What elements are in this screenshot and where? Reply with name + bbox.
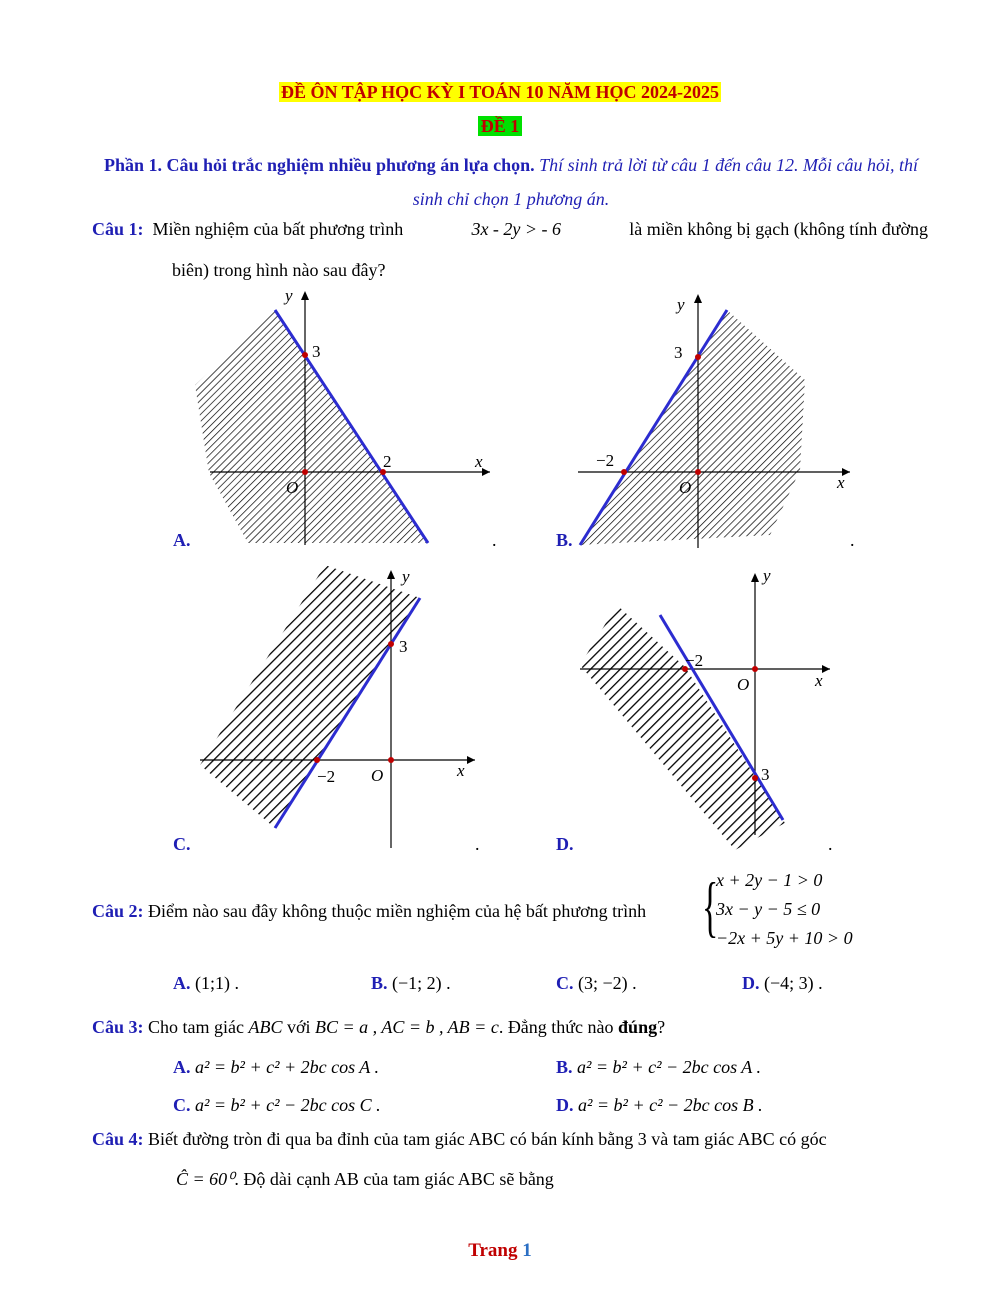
q3-option-d-letter: D. xyxy=(556,1095,574,1115)
q2-option-c[interactable] xyxy=(556,968,637,999)
system-inequality-3: −2x + 5y + 10 > 0 xyxy=(716,928,853,948)
q2-option-c-value: (3; −2) . xyxy=(578,973,637,993)
question-4-line2-wrap xyxy=(176,1164,554,1195)
graph-c-hatched-region xyxy=(200,565,420,828)
question-4-label: Câu 4: xyxy=(92,1129,144,1149)
question-1-label: Câu 1: xyxy=(92,219,144,239)
graph-b-origin-point xyxy=(695,469,701,475)
graph-a-y-arrow xyxy=(301,291,309,300)
question-2-label: Câu 2: xyxy=(92,901,144,921)
question-3-sides: BC = a , AC = b , AB = c xyxy=(315,1017,499,1037)
question-4-line2: . Độ dài cạnh AB của tam giác ABC sẽ bằng xyxy=(234,1169,554,1189)
graph-c-y-arrow xyxy=(387,570,395,579)
graph-d-y-arrow xyxy=(751,573,759,582)
q2-option-b-value: (−1; 2) . xyxy=(392,973,451,993)
option-c-dot: . xyxy=(475,834,480,854)
graph-c-x-label: x xyxy=(457,761,465,780)
graph-d-point-y3 xyxy=(752,775,758,781)
graph-c-origin-label: O xyxy=(371,766,384,785)
q3-option-b-letter: B. xyxy=(556,1057,573,1077)
question-1-text: Miền nghiệm của bất phương trình xyxy=(152,219,404,239)
question-3-label: Câu 3: xyxy=(92,1017,144,1037)
option-b-label[interactable]: B. xyxy=(556,530,573,550)
graph-a-origin-point xyxy=(302,469,308,475)
q3-option-c[interactable] xyxy=(173,1090,381,1121)
graph-b xyxy=(575,290,855,550)
question-3-bold-word: đúng xyxy=(618,1017,658,1037)
graph-d-label-3: 3 xyxy=(761,765,770,784)
question-3-triangle: ABC xyxy=(248,1017,283,1037)
graph-b-y-label: y xyxy=(677,295,685,314)
graph-d xyxy=(575,565,840,855)
q2-option-a[interactable] xyxy=(173,968,239,999)
graph-a-label-3: 3 xyxy=(312,342,321,361)
graph-b-point-y3 xyxy=(695,354,701,360)
question-3-text-4: ? xyxy=(657,1017,666,1037)
question-3-text-2: với xyxy=(287,1017,311,1037)
graph-a-origin-label: O xyxy=(286,478,299,497)
graph-b-y-arrow xyxy=(694,294,702,303)
graph-d-origin-point xyxy=(752,666,758,672)
exam-title-text: ĐỀ ÔN TẬP HỌC KỲ I TOÁN 10 NĂM HỌC 2024-2025 xyxy=(280,82,720,102)
graph-a-point-y3 xyxy=(302,352,308,358)
q3-option-a-letter: A. xyxy=(173,1057,191,1077)
graph-d-label-neg2: −2 xyxy=(685,651,704,670)
q2-option-b-letter: B. xyxy=(371,973,388,993)
q3-option-a[interactable] xyxy=(173,1052,379,1083)
question-4-line1: Biết đường tròn đi qua ba đỉnh của tam giác ABC có bán kính bằng 3 và tam giác ABC có góc xyxy=(148,1129,827,1149)
q3-option-c-value: a² = b² + c² − 2bc cos C . xyxy=(195,1095,381,1115)
system-inequality-2: 3x − y − 5 ≤ 0 xyxy=(716,899,821,919)
q3-option-b[interactable] xyxy=(556,1052,761,1083)
option-a-dot: . xyxy=(492,530,497,550)
page-footer xyxy=(0,1240,1000,1262)
graph-b-origin-label: O xyxy=(679,478,692,497)
question-2-text: Điểm nào sau đây không thuộc miền nghiệm của hệ bất phương trình xyxy=(148,901,647,921)
graph-b-label-3: 3 xyxy=(674,343,683,362)
q2-option-b[interactable] xyxy=(371,968,451,999)
exam-code xyxy=(0,116,1000,137)
page-number: 1 xyxy=(522,1240,532,1261)
page-footer-prefix: Trang xyxy=(468,1240,518,1261)
graph-c-x-arrow xyxy=(467,756,475,764)
graph-d-x-arrow xyxy=(822,665,830,673)
option-d-dot: . xyxy=(828,834,833,854)
graph-c-point-xneg2 xyxy=(314,757,320,763)
q2-option-d-letter: D. xyxy=(742,973,760,993)
graph-a xyxy=(195,285,500,550)
question-1 xyxy=(92,214,928,245)
question-4 xyxy=(92,1124,928,1155)
q2-option-d[interactable] xyxy=(742,968,823,999)
graph-d-y-label: y xyxy=(763,566,771,585)
question-1-line1 xyxy=(92,214,928,245)
graph-a-y-label: y xyxy=(285,286,293,305)
graph-c-label-neg2: −2 xyxy=(317,767,336,786)
graph-b-x-label: x xyxy=(837,473,845,492)
graph-b-hatched-region xyxy=(580,310,805,545)
q3-option-b-value: a² = b² + c² − 2bc cos A . xyxy=(577,1057,761,1077)
question-1-inequality: 3x - 2y > - 6 xyxy=(471,219,562,239)
q2-option-c-letter: C. xyxy=(556,973,574,993)
question-3 xyxy=(92,1012,665,1043)
q2-option-d-value: (−4; 3) . xyxy=(764,973,823,993)
q3-option-c-letter: C. xyxy=(173,1095,191,1115)
system-brace: { xyxy=(702,868,719,944)
q3-option-a-value: a² = b² + c² + 2bc cos A . xyxy=(195,1057,379,1077)
q3-option-d[interactable] xyxy=(556,1090,763,1121)
question-2-system xyxy=(716,866,853,953)
question-3-text-3: . Đẳng thức nào xyxy=(498,1017,614,1037)
graph-d-x-label: x xyxy=(815,671,823,690)
question-4-angle: Ĉ = 60⁰ xyxy=(176,1169,235,1189)
system-inequality-1: x + 2y − 1 > 0 xyxy=(716,870,823,890)
exam-code-text: ĐỀ 1 xyxy=(478,116,523,136)
option-c-label[interactable]: C. xyxy=(173,834,191,854)
q3-option-d-value: a² = b² + c² − 2bc cos B . xyxy=(578,1095,763,1115)
q2-option-a-letter: A. xyxy=(173,973,191,993)
graph-b-point-xneg2 xyxy=(621,469,627,475)
q2-option-a-value: (1;1) . xyxy=(195,973,239,993)
exam-title xyxy=(0,82,1000,103)
graph-a-label-2: 2 xyxy=(383,452,392,471)
graph-c-label-3: 3 xyxy=(399,637,408,656)
question-1-text-after: là miền không bị gạch (không tính đường xyxy=(629,219,928,239)
option-b-dot: . xyxy=(850,530,855,550)
graph-c-origin-point xyxy=(388,757,394,763)
option-a-label[interactable]: A. xyxy=(173,530,191,550)
part1-heading xyxy=(96,148,926,216)
question-2 xyxy=(92,896,646,927)
part1-instruction: Thí sinh trả lời từ câu 1 đến câu 12. Mỗi câu hỏi, thí sinh chỉ chọn 1 phương án. xyxy=(412,155,919,209)
graph-c-y-label: y xyxy=(402,567,410,586)
graph-c xyxy=(195,560,485,850)
question-1-line2: biên) trong hình nào sau đây? xyxy=(172,260,386,280)
graph-a-x-label: x xyxy=(475,452,483,471)
graph-a-x-arrow xyxy=(482,468,490,476)
option-d-label[interactable]: D. xyxy=(556,834,574,854)
graph-d-hatched-region xyxy=(580,605,785,850)
graph-b-label-neg2: −2 xyxy=(596,451,615,470)
graph-d-origin-label: O xyxy=(737,675,750,694)
part1-title: Phần 1. Câu hỏi trắc nghiệm nhiều phương án lựa chọn. xyxy=(103,155,535,175)
question-3-text-1: Cho tam giác xyxy=(148,1017,244,1037)
graph-c-point-y3 xyxy=(388,641,394,647)
